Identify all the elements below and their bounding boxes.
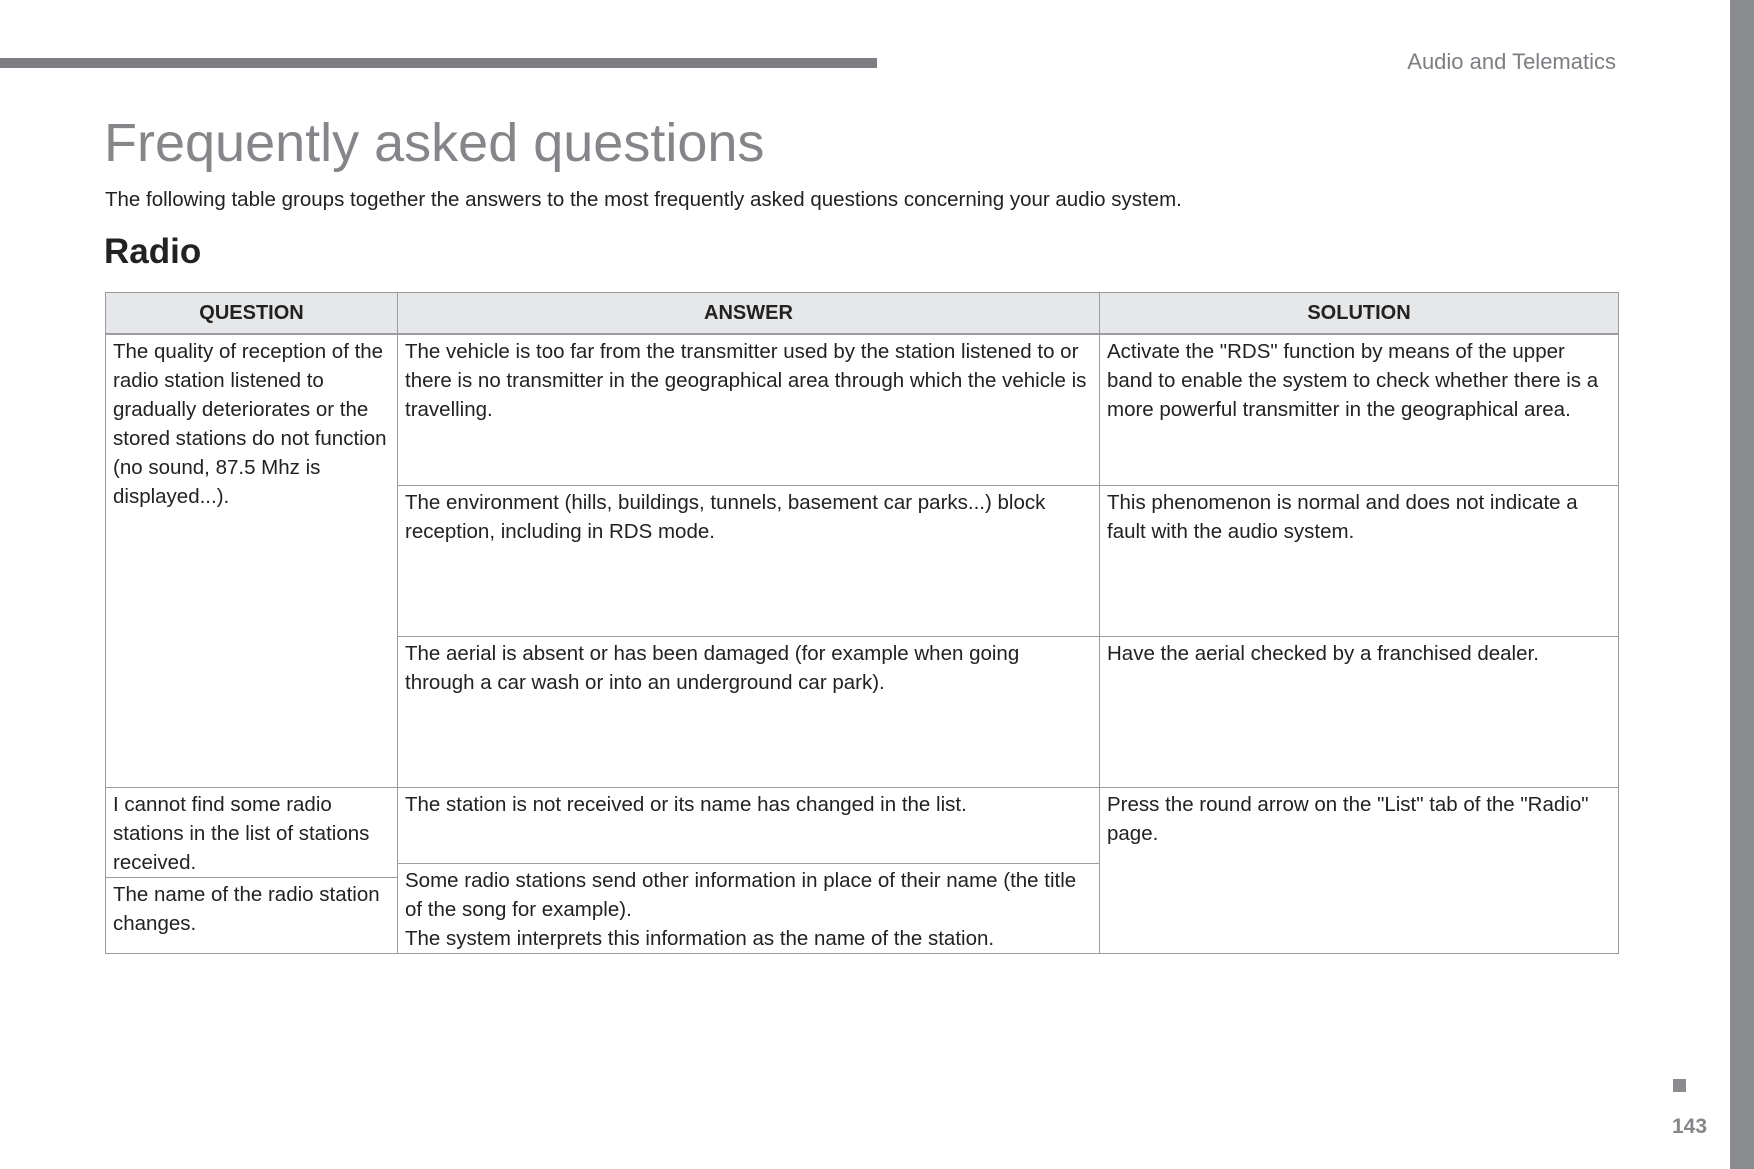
section-name: Audio and Telematics [1407,49,1616,74]
page-title: Frequently asked questions [104,113,765,173]
table-row [106,334,1619,486]
answer-cell: The aerial is absent or has been damaged (for example when going through a car wash or into an underground car park). [398,637,1100,788]
answer-cell: The station is not received or its name has changed in the list. [398,788,1100,864]
intro-text: The following table groups together the answers to the most frequently asked questions concerning your audio system. [105,188,1182,211]
answer-cell: The environment (hills, buildings, tunnels, basement car parks...) block reception, including in RDS mode. [398,486,1100,637]
answer-line: Some radio stations send other information in place of their name (the title of the song for example). [405,869,1077,921]
header-rule [0,58,877,68]
solution-cell: Activate the "RDS" function by means of the upper band to enable the system to check whether there is a more powerful transmitter in the geographical area. [1100,334,1619,486]
page-number: 143 [1672,1115,1708,1138]
faq-table [105,292,1619,954]
answer-cell [398,864,1100,954]
side-band [1730,0,1754,1169]
solution-cell: Have the aerial checked by a franchised dealer. [1100,637,1619,788]
header-question: QUESTION [106,293,398,335]
solution-cell: This phenomenon is normal and does not indicate a fault with the audio system. [1100,486,1619,637]
header-answer: ANSWER [398,293,1100,335]
table-header-row [106,293,1619,335]
section-title-radio: Radio [104,232,202,271]
answer-line: The system interprets this information as the name of the station. [405,927,995,950]
table-row [106,788,1619,864]
answer-cell: The vehicle is too far from the transmitter used by the station listened to or there is no transmitter in the geographical area through which the vehicle is travelling. [398,334,1100,486]
solution-cell: Press the round arrow on the "List" tab of the "Radio" page. [1100,788,1619,954]
question-cell: The quality of reception of the radio station listened to gradually deteriorates or the stored stations do not function (no sound, 87.5 Mhz is displayed...). [106,334,398,788]
question-cell: I cannot find some radio stations in the list of stations received. [106,788,398,878]
question-cell: The name of the radio station changes. [106,878,398,954]
page-marker [1673,1079,1686,1092]
header-solution: SOLUTION [1100,293,1619,335]
